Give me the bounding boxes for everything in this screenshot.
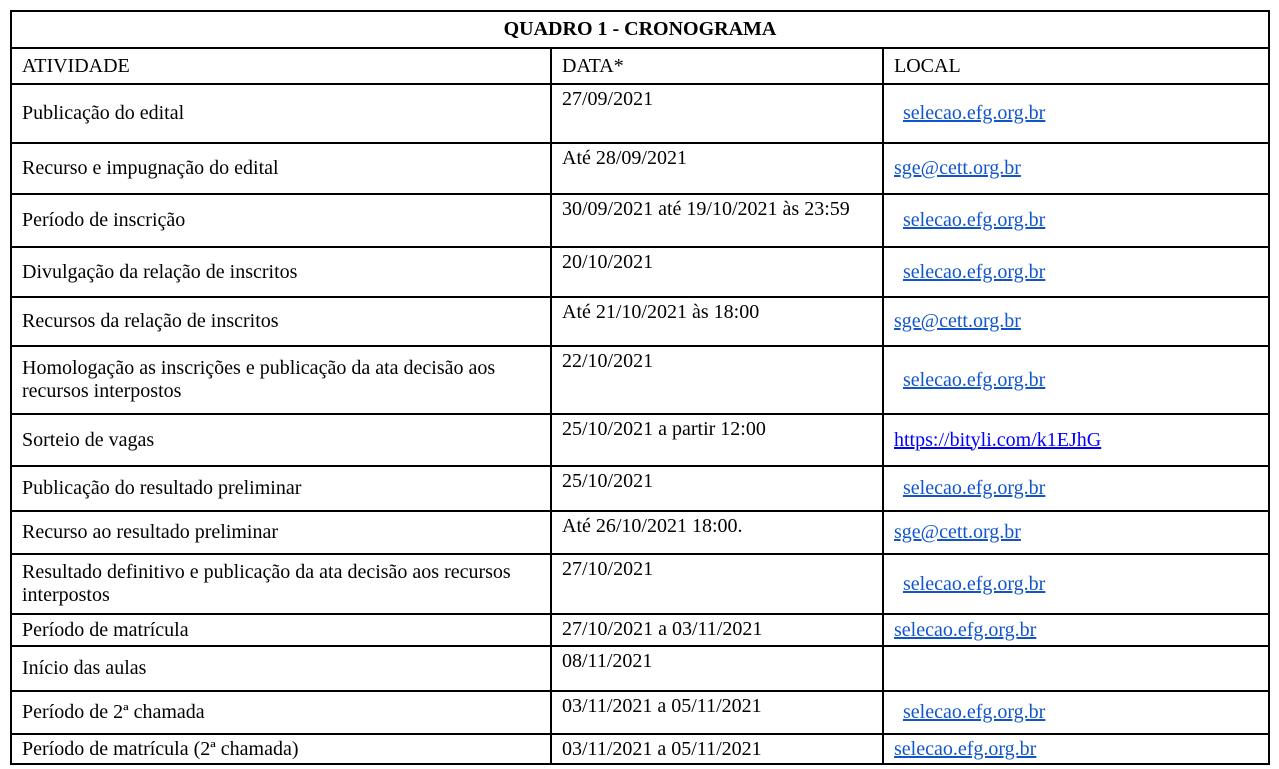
activity-cell: Publicação do edital (11, 84, 551, 143)
local-cell (883, 691, 1269, 734)
table-row (11, 646, 1269, 691)
table-row (11, 511, 1269, 554)
date-cell: 25/10/2021 (551, 466, 883, 511)
activity-cell: Homologação as inscrições e publicação da ata decisão aos recursos interpostos (11, 346, 551, 414)
cronograma-table (10, 10, 1270, 765)
local-cell (883, 297, 1269, 346)
table-row (11, 247, 1269, 297)
date-cell: 22/10/2021 (551, 346, 883, 414)
activity-cell: Início das aulas (11, 646, 551, 691)
column-header-atividade: ATIVIDADE (11, 48, 551, 84)
website-link[interactable]: selecao.efg.org.br (903, 368, 1046, 391)
table-title: QUADRO 1 - CRONOGRAMA (11, 11, 1269, 48)
date-cell: 27/10/2021 a 03/11/2021 (551, 614, 883, 646)
activity-cell: Sorteio de vagas (11, 414, 551, 466)
table-row (11, 84, 1269, 143)
date-cell: 27/10/2021 (551, 554, 883, 614)
local-cell (883, 646, 1269, 691)
header-row (11, 48, 1269, 84)
date-cell: 03/11/2021 a 05/11/2021 (551, 691, 883, 734)
local-cell (883, 734, 1269, 764)
email-link[interactable]: sge@cett.org.br (894, 310, 1021, 332)
local-cell (883, 143, 1269, 194)
date-cell: 20/10/2021 (551, 247, 883, 297)
date-cell: Até 26/10/2021 18:00. (551, 511, 883, 554)
activity-cell: Período de inscrição (11, 194, 551, 247)
website-link[interactable]: selecao.efg.org.br (903, 477, 1046, 499)
local-cell (883, 466, 1269, 511)
table-row (11, 414, 1269, 466)
activity-cell: Resultado definitivo e publicação da ata decisão aos recursos interpostos (11, 554, 551, 614)
local-cell (883, 247, 1269, 297)
local-cell (883, 511, 1269, 554)
local-cell (883, 84, 1269, 143)
table-body-section (11, 84, 1269, 764)
activity-cell: Período de matrícula (2ª chamada) (11, 734, 551, 764)
column-header-data: DATA* (551, 48, 883, 84)
date-cell: 03/11/2021 a 05/11/2021 (551, 734, 883, 764)
table-row (11, 614, 1269, 646)
email-link[interactable]: sge@cett.org.br (894, 521, 1021, 543)
website-link[interactable]: selecao.efg.org.br (903, 209, 1046, 231)
activity-cell: Divulgação da relação de inscritos (11, 247, 551, 297)
website-link[interactable]: selecao.efg.org.br (903, 260, 1046, 283)
website-link[interactable]: selecao.efg.org.br (903, 572, 1046, 595)
website-link[interactable]: selecao.efg.org.br (894, 618, 1037, 641)
date-cell: Até 28/09/2021 (551, 143, 883, 194)
activity-cell: Recursos da relação de inscritos (11, 297, 551, 346)
table-head-section (11, 11, 1269, 84)
column-header-local: LOCAL (883, 48, 1269, 84)
table-row (11, 691, 1269, 734)
date-cell: 25/10/2021 a partir 12:00 (551, 414, 883, 466)
local-cell (883, 194, 1269, 247)
local-cell (883, 346, 1269, 414)
website-link[interactable]: selecao.efg.org.br (894, 737, 1037, 760)
date-cell: 08/11/2021 (551, 646, 883, 691)
table-row (11, 346, 1269, 414)
table-row (11, 297, 1269, 346)
table-row (11, 466, 1269, 511)
table-row (11, 554, 1269, 614)
local-cell (883, 614, 1269, 646)
external-url-link[interactable]: https://bityli.com/k1EJhG (894, 428, 1102, 451)
date-cell: 30/09/2021 até 19/10/2021 às 23:59 (551, 194, 883, 247)
website-link[interactable]: selecao.efg.org.br (903, 701, 1046, 723)
title-row (11, 11, 1269, 48)
activity-cell: Período de matrícula (11, 614, 551, 646)
local-cell (883, 554, 1269, 614)
date-cell: 27/09/2021 (551, 84, 883, 143)
activity-cell: Publicação do resultado preliminar (11, 466, 551, 511)
activity-cell: Período de 2ª chamada (11, 691, 551, 734)
table-row (11, 143, 1269, 194)
table-row (11, 734, 1269, 764)
activity-cell: Recurso ao resultado preliminar (11, 511, 551, 554)
email-link[interactable]: sge@cett.org.br (894, 157, 1021, 179)
table-row (11, 194, 1269, 247)
local-cell (883, 414, 1269, 466)
website-link[interactable]: selecao.efg.org.br (903, 102, 1046, 124)
date-cell: Até 21/10/2021 às 18:00 (551, 297, 883, 346)
activity-cell: Recurso e impugnação do edital (11, 143, 551, 194)
